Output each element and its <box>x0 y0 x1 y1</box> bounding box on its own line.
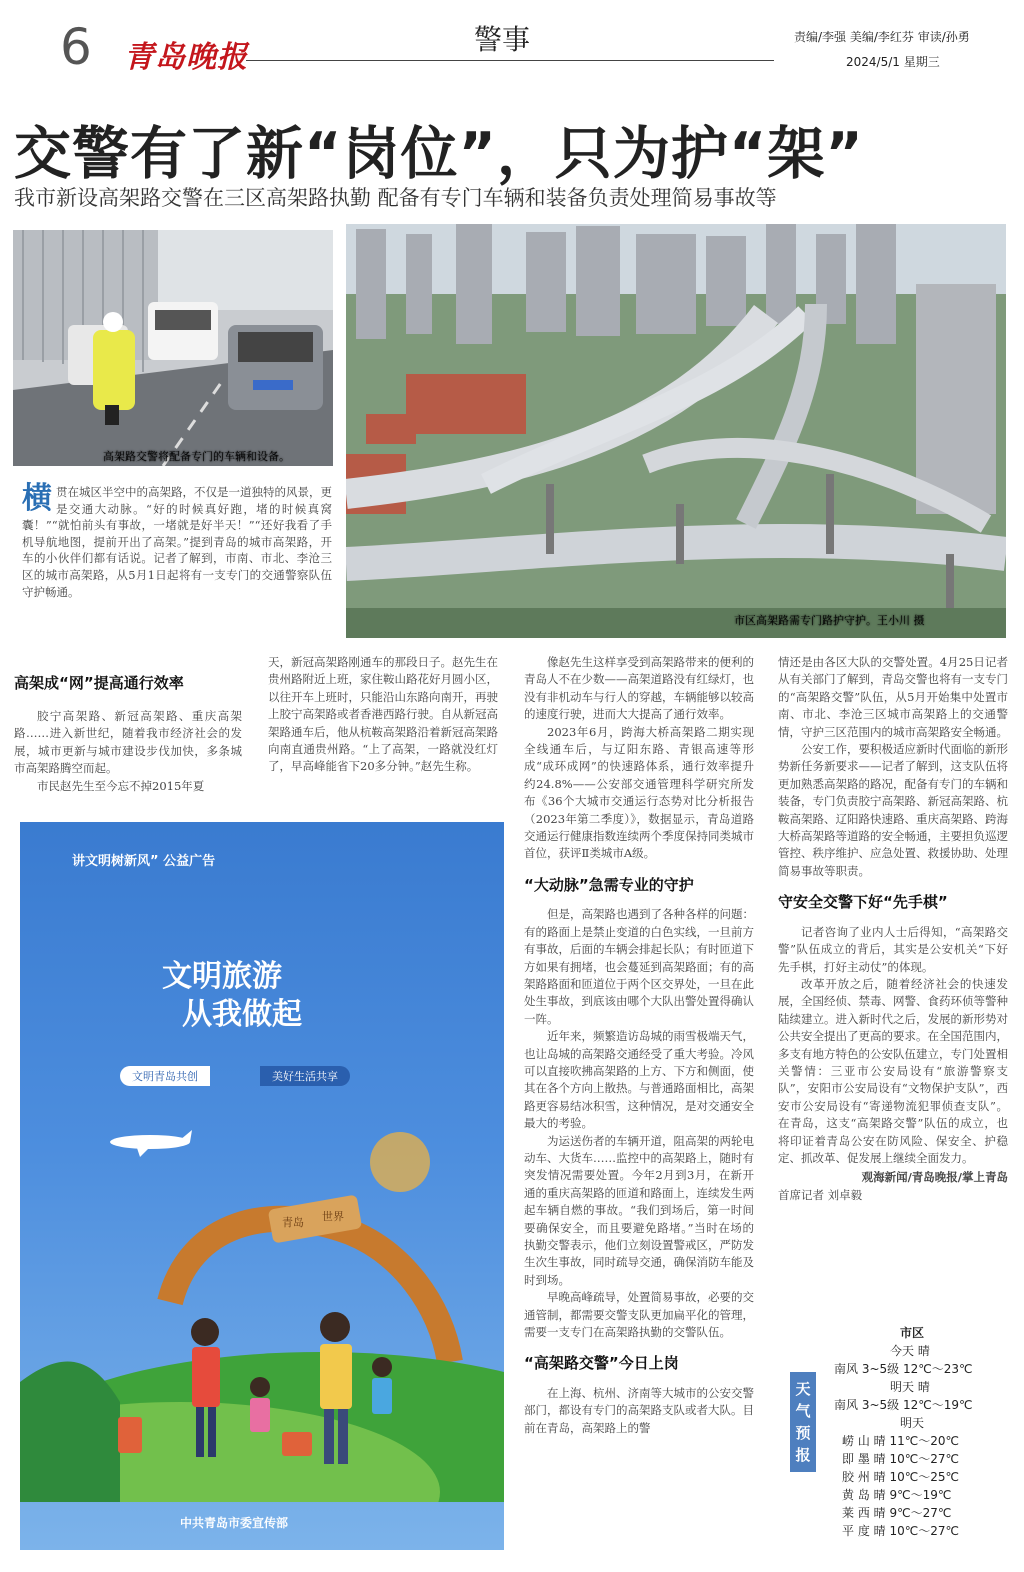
headline: 交警有了新“岗位”，只为护“架” <box>14 121 864 187</box>
photo1-caption: 高架路交警将配备专门的车辆和设备。 <box>103 450 290 463</box>
section-title: 警事 <box>474 23 531 56</box>
newspaper-logo: 青岛晚报 <box>124 40 248 75</box>
lead-paragraph <box>22 481 332 600</box>
airplane-icon <box>110 1130 192 1157</box>
issue-date: 2024/5/1 星期三 <box>846 55 940 69</box>
weather-row: 胶 州 晴 10℃～25℃ <box>842 1470 959 1484</box>
lead-text: 贯在城区半空中的高架路，不仅是一道独特的风景，更是交通大动脉。“好的时候真好跑，堵的时候真窝囊！”“就怕前头有事故，一堵就是好半天！”“还好我看了手机导航地图，提前开出了高架。”提到青岛的城市高架路，开车的小伙伴们都有话说。记者了解到，市南、市北、李沧三区的城市高架路，从5月1日起将有一支专门的交通警察队伍守护畅通。 <box>22 485 332 599</box>
weather-tomorrow-label: 明天 晴 <box>890 1380 930 1394</box>
weather-forecast-box <box>786 1322 1008 1552</box>
editor-credits: 责编/李强 美编/李红芬 审读/孙勇 <box>794 30 970 44</box>
photo-traffic-police-motorcycle <box>13 230 333 466</box>
ad-sign-world: 世界 <box>322 1210 344 1223</box>
weather-tomorrow-detail: 南风 3~5级 12℃～19℃ <box>834 1398 973 1412</box>
ad-sign-qingdao: 青岛 <box>282 1216 304 1229</box>
weather-row: 莱 西 晴 9℃～27℃ <box>842 1506 952 1520</box>
section2-title: “大动脉”急需专业的守护 <box>524 875 694 894</box>
weather-city-title: 市区 <box>900 1326 925 1340</box>
section3-title: “高架路交警”今日上岗 <box>524 1354 679 1373</box>
weather-row: 平 度 晴 10℃～27℃ <box>842 1524 959 1538</box>
weather-today-label: 今天 晴 <box>890 1344 930 1358</box>
weather-row: 即 墨 晴 10℃～27℃ <box>842 1452 959 1466</box>
weather-today-detail: 南风 3~5级 12℃～23℃ <box>834 1362 973 1376</box>
header-rule <box>246 60 774 61</box>
ad-title: 文明旅游 从我做起 <box>162 959 302 1032</box>
section4-title: 守安全交警下好“先手棋” <box>778 893 948 912</box>
drop-cap: 横 <box>22 481 52 516</box>
column-4-text: 情还是由各区大队的交警处置。4月25日记者从有关部门了解到，青岛交警也将有一支专门的“高架路交警”队伍，从5月开始集中处置市南、市北、李沧三区城市高架路上的交通警情，守护三区范围内的城市高架路安全畅通。 公安工作，要积极适应新时代面临的新形势新任务新要求——记者了解到，这支队伍将更加熟悉高架路的路况，配备有专门的车辆和装备，专门负责胶宁高架路、新冠高架路、杭鞍高架路、辽阳路快速路、重庆高架路、跨海大桥高架路等道路的安全畅通，主要担负巡逻管控、秩序维护、应急处置、救援协助、处理简易事故等职责。 守安全交警下好“先手棋” 记者咨询了业内人士后得知，“高架路交警”队伍成立的背后，其实是公安机关“下好先手棋，打好主动仗”的体现。 改革开放之后，随着经济社会的快速发展，全国经侦、禁毒、网警、食药环侦等警种陆续建立。进入新时代之后，发展的新形势对公共安全提出了更高的要求。在全国范围内，多支有地方特色的公安队伍建立，专门处置相关警情：三亚市公安局设有“旅游警察支队”，安阳市公安局设有“文物保护支队”，西安市公安局设有“寄递物流犯罪侦查支队”。在青岛，这支“高架路交警”队伍的成立，也将印证着青岛公安在防风险、保安全、护稳定、抓改革、促发展上继续全面发力。 观海新闻/青岛晚报/掌上青岛 首席记者 刘卓毅 <box>778 654 1008 1204</box>
byline-outlets: 观海新闻/青岛晚报/掌上青岛 <box>861 1170 1008 1185</box>
ad-pill-right: 美好生活共享 <box>260 1066 350 1086</box>
section1-title: 高架成“网”提高通行效率 <box>14 674 184 692</box>
ad-footer: 中共青岛市委宣传部 <box>180 1516 289 1530</box>
ad-pill-left: 文明青岛共创 <box>120 1066 210 1086</box>
column-1-text: 胶宁高架路、新冠高架路、重庆高架路……进入新世纪，随着我市经济社会的发展，城市更新与城市建设步伐加快，多条城市高架路腾空而起。 市民赵先生至今忘不掉2015年夏 <box>14 709 242 793</box>
page-number: 6 <box>60 18 92 76</box>
public-service-ad <box>20 822 504 1550</box>
subheadline: 我市新设高架路交警在三区高架路执勤 配备有专门车辆和装备负责处理简易事故等 <box>14 186 777 210</box>
column-2-text: 天，新冠高架路刚通车的那段日子。赵先生在贵州路附近上班，家住鞍山路花好月圆小区，以往开车上班时，只能沿山东路向南开，再驶上胶宁高架路或者香港西路行驶。自从新冠高架路通车后，他从杭鞍高架路沿着新冠高架路向南直通贵州路。“上了高架，一路就没红灯了，早高峰能省下20多分钟。”赵先生称。 <box>268 655 498 774</box>
weather-row: 黄 岛 晴 9℃～19℃ <box>842 1488 952 1502</box>
photo-elevated-highway-aerial <box>346 224 1006 638</box>
weather-tomorrow2-label: 明天 <box>900 1416 925 1430</box>
weather-label: 天气预报 <box>790 1372 816 1472</box>
weather-row: 崂 山 晴 11℃～20℃ <box>842 1434 959 1448</box>
column-3-text: 像赵先生这样享受到高架路带来的便利的青岛人不在少数——高架道路没有红绿灯，也没有非机动车与行人的穿越，车辆能够以较高的速度行驶，进而大大提高了通行效率。 2023年6月，跨海大桥高架路二期实现全线通车后，与辽阳东路、青银高速等形成“成环成网”的快速路体系，通行效率提升约24.8%——公安部交通管理科学研究所发布《36个大城市交通运行态势对比分析报告（2023年第二季度）》，数据显示，青岛道路交通运行健康指数连续两个季度保持同类城市首位，获评Ⅱ类城市A级。 “大动脉”急需专业的守护 但是，高架路也遇到了各种各样的问题：有的路面上是禁止变道的白色实线，一旦前方有事故，后面的车辆会排起长队；有时匝道下方如果有拥堵，也会蔓延到高架路面；有的高架路路面和匝道位于两个区交界处，一旦在此处生事故，到底该由哪个大队出警处置得确认一阵。 近年来，频繁造访岛城的雨雪极端天气，也让岛城的高架路交通经受了重大考验。冷风可以直接吹拂高架路的上方、下方和侧面，使其在各个方向上散热。与普通路面相比，高架路更容易结冰积雪，这种情况，是对交通安全最大的考验。 为运送伤者的车辆开道，阻高架的两轮电动车、大货车……监控中的高架路上，随时有突发情况需要处置。今年2月到3月，在新开通的重庆高架路的匝道和路面上，连续发生两起车辆自燃的事故。“我们到场后，第一时间要确保安全，而且要避免路堵。”当时在场的执勤交警表示，他们立刻设置警戒区，严防发生次生事故，同时疏导交通，确保消防车能及时到场。 早晚高峰疏导，处置简易事故，必要的交通管制，都需要交警支队更加扁平化的管理，需要一支专门在高架路执勤的交警队伍。 “高架路交警”今日上岗 在上海、杭州、济南等大城市的公安交警部门，都设有专门的高架路支队或者大队。目前在青岛，高架路上的警 <box>524 655 754 1435</box>
photo2-caption: 市区高架路需专门路护守护。王小川 摄 <box>734 614 925 627</box>
ad-top-text: 讲文明树新风” 公益广告 <box>72 854 216 869</box>
byline-reporter: 首席记者 刘卓毅 <box>778 1187 863 1202</box>
ad-illustration <box>20 1102 504 1502</box>
